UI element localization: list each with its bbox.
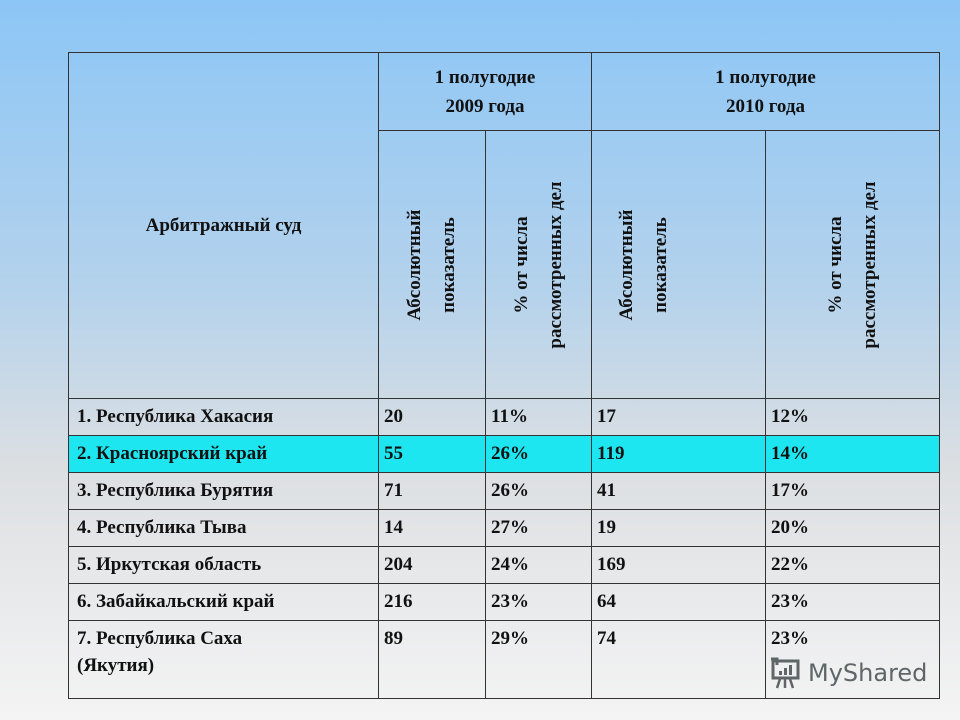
period-2010-header [592,53,940,131]
court-name: 3. Республика Бурятия [77,480,274,501]
absolute-header-2009 [379,131,486,399]
pct-2009-cell: 26% [486,473,592,510]
court-statistics-table [68,52,940,699]
court-name-cell [69,510,379,547]
abs-2010-cell: 19 [592,510,766,547]
abs-2009-cell: 204 [379,547,486,584]
subheader-line: Абсолютный [404,209,425,320]
period-line2: 2009 года [445,95,525,117]
court-name-cell [69,473,379,510]
period-line2: 2010 года [726,95,805,117]
subheader-line: рассмотренных дел [544,180,566,349]
pct-2010-cell: 22% [766,547,940,584]
court-header-label: Арбитражный суд [145,215,302,236]
abs-2010-cell: 119 [592,436,766,473]
pct-2009-cell: 26% [486,436,592,473]
period-line1: 1 полугодие [715,66,816,88]
table-row [69,584,940,621]
pct-2010-cell: 17% [766,473,940,510]
pct-2009-cell: 29% [486,621,592,699]
table-row [69,547,940,584]
court-name-cell [69,547,379,584]
abs-2009-cell: 89 [379,621,486,699]
subheader-line: % от числа [510,215,532,314]
abs-2009-cell: 14 [379,510,486,547]
subheader-line: показатель [649,216,671,313]
presentation-board-icon [768,656,802,690]
court-name-cell [69,584,379,621]
percent-header-2009 [486,131,592,399]
period-2009-header [379,53,592,131]
pct-2010-cell: 12% [766,399,940,436]
abs-2009-cell: 71 [379,473,486,510]
pct-2010-cell: 14% [766,436,940,473]
period-line1: 1 полугодие [434,66,536,88]
percent-header-2010 [766,131,940,399]
abs-2010-cell: 41 [592,473,766,510]
pct-2010-cell: 20% [766,510,940,547]
pct-2009-cell: 11% [486,399,592,436]
court-name: 1. Республика Хакасия [77,406,274,427]
court-name-cell [69,399,379,436]
pct-2009-cell: 27% [486,510,592,547]
court-name-line2: (Якутия) [77,655,155,676]
pct-2010-cell: 23% [766,621,940,699]
court-name: 5. Иркутская область [77,554,262,575]
pct-2010-cell: 23% [766,584,940,621]
abs-2009-cell: 20 [379,399,486,436]
court-name-cell [69,621,379,699]
pct-2009-cell: 23% [486,584,592,621]
abs-2009-cell: 216 [379,584,486,621]
pct-2009-cell: 24% [486,547,592,584]
court-name-cell [69,436,379,473]
subheader-line: показатель [438,216,459,313]
abs-2010-cell: 64 [592,584,766,621]
abs-2010-cell: 17 [592,399,766,436]
court-name: 4. Республика Тыва [77,517,247,538]
table-row [69,473,940,510]
watermark-text: MyShared [808,659,928,687]
table-row [69,510,940,547]
abs-2010-cell: 169 [592,547,766,584]
table-row [69,436,940,473]
abs-2010-cell: 74 [592,621,766,699]
myshared-watermark [768,656,927,690]
court-header [69,53,379,399]
subheader-line: рассмотренных дел [858,180,880,349]
subheader-line: % от числа [824,215,846,314]
absolute-header-2010 [592,131,766,399]
court-name: 6. Забайкальский край [77,591,275,612]
subheader-line: Абсолютный [615,209,637,320]
abs-2009-cell: 55 [379,436,486,473]
court-name: 7. Республика Саха [77,628,243,649]
table-row [69,399,940,436]
court-name: 2. Красноярский край [77,443,268,464]
